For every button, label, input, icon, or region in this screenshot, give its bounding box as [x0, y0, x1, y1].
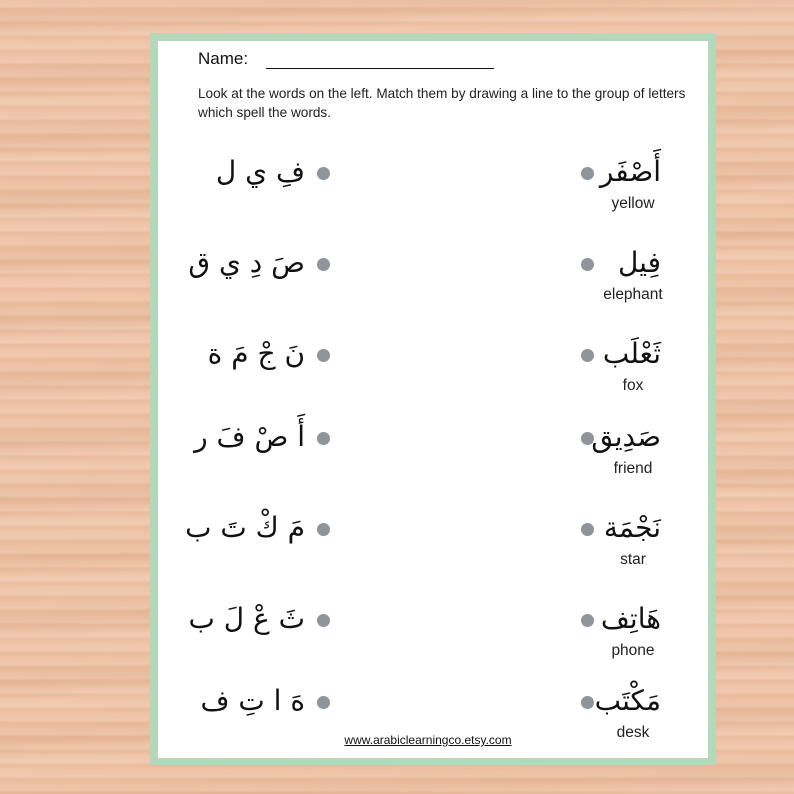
- right-dot[interactable]: [581, 258, 594, 271]
- english-meaning: friend: [613, 460, 653, 477]
- letter-group: ثَ عْ لَ ب: [188, 602, 305, 635]
- english-meaning: elephant: [603, 286, 663, 303]
- english-meaning: phone: [611, 642, 655, 659]
- right-dot[interactable]: [581, 167, 594, 180]
- left-dot[interactable]: [317, 432, 330, 445]
- match-row: [158, 496, 708, 576]
- letter-group: فِ ي ل: [215, 155, 305, 188]
- instructions: Look at the words on the left. Match them by drawing a line to the group of letters which spell the words.: [198, 86, 686, 120]
- english-meaning: yellow: [611, 195, 655, 212]
- right-dot[interactable]: [581, 349, 594, 362]
- right-dot[interactable]: [581, 696, 594, 709]
- arabic-word: مَكْتَب: [594, 684, 661, 717]
- match-row: [158, 231, 708, 311]
- left-dot[interactable]: [317, 523, 330, 536]
- worksheet: [158, 41, 708, 758]
- letter-group: هَ ا تِ ف: [200, 684, 305, 717]
- left-dot[interactable]: [317, 696, 330, 709]
- match-row: [158, 140, 708, 220]
- letter-group: صَ دِ ي ق: [188, 246, 305, 279]
- letter-group: نَ جْ مَ ة: [207, 337, 305, 370]
- english-meaning: star: [620, 551, 646, 568]
- arabic-word: ثَعْلَب: [602, 337, 661, 370]
- letter-group: مَ كْ تَ ب: [185, 511, 305, 544]
- right-dot[interactable]: [581, 523, 594, 536]
- match-row: [158, 405, 708, 485]
- english-meaning: fox: [622, 377, 644, 394]
- right-dot[interactable]: [581, 614, 594, 627]
- arabic-word: هَاتِف: [600, 602, 661, 635]
- name-label: Name:: [198, 49, 249, 68]
- letter-group: أَ صْ فَ ر: [194, 420, 305, 453]
- match-row: [158, 587, 708, 667]
- english-meaning: desk: [616, 724, 650, 741]
- arabic-word: أَصْفَر: [599, 155, 661, 188]
- left-dot[interactable]: [317, 614, 330, 627]
- name-write-line: [266, 68, 494, 69]
- left-dot[interactable]: [317, 167, 330, 180]
- arabic-word: نَجْمَة: [603, 511, 661, 544]
- left-dot[interactable]: [317, 349, 330, 362]
- arabic-word: فِيل: [617, 246, 661, 279]
- left-dot[interactable]: [317, 258, 330, 271]
- footer-link[interactable]: www.arabiclearningco.etsy.com: [344, 733, 512, 747]
- arabic-word: صَدِيق: [591, 420, 661, 453]
- match-row: [158, 322, 708, 402]
